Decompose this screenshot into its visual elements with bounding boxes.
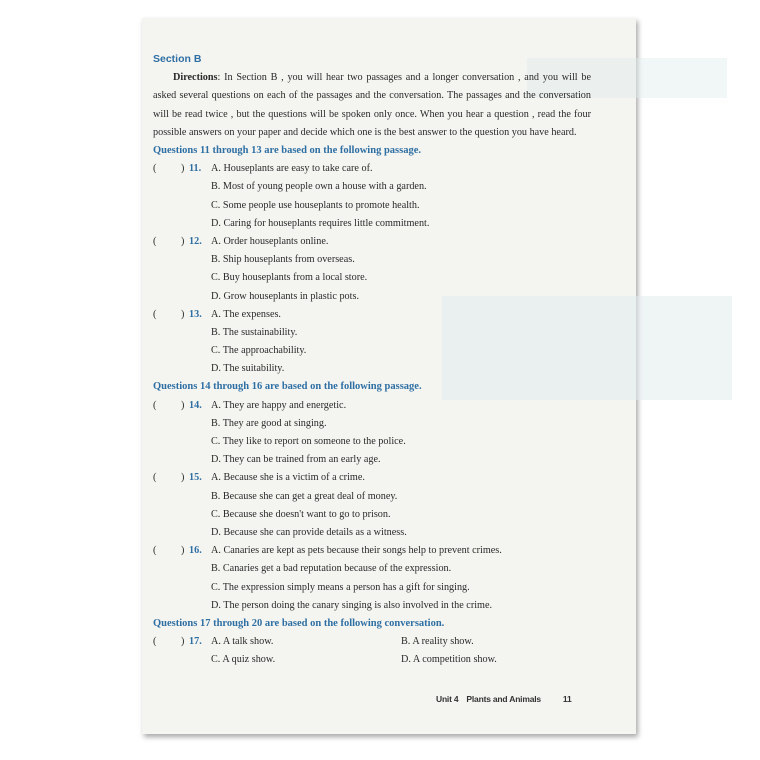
footer-unit: Unit 4 [436,694,459,704]
answer-blank-close: ) [181,472,185,484]
option-row [153,524,591,542]
answer-option: D. Caring for houseplants requires little commitment. [211,217,430,229]
question-group [153,142,591,378]
answer-blank-close: ) [181,235,185,247]
answer-option: A. A talk show. [211,636,274,648]
answer-option: B. The sustainability. [211,326,298,338]
answer-blank-close: ) [181,399,185,411]
option-row [153,506,591,524]
answer-blank-close: ) [181,545,185,557]
answer-option: B. Because she can get a great deal of money. [211,490,398,502]
question-row [153,469,591,487]
answer-option: C. The expression simply means a person has a gift for singing. [211,581,470,593]
page-number: 11 [562,694,572,704]
answer-option: C. A quiz show. [211,654,276,666]
answer-blank-open: ( [153,308,157,320]
question-row [153,306,591,324]
answer-option: C. Because she doesn't want to go to prison. [211,508,391,520]
option-row [153,251,591,269]
answer-blank-close: ) [181,308,185,320]
option-row [153,342,591,360]
answer-option: D. The person doing the canary singing is also involved in the crime. [211,599,493,611]
question-number: 14. [189,399,202,411]
option-row [153,324,591,342]
option-row [153,560,591,578]
question-row [153,633,591,651]
answer-option: B. A reality show. [401,636,474,648]
option-row [153,178,591,196]
option-row [153,215,591,233]
option-row [153,651,591,669]
answer-option: D. They can be trained from an early age. [211,454,381,466]
question-number: 17. [189,636,202,648]
answer-option: A. Because she is a victim of a crime. [211,472,365,484]
answer-blank-close: ) [181,163,185,175]
option-row [153,197,591,215]
question-number: 13. [189,308,202,320]
question-row [153,397,591,415]
answer-option: D. Because she can provide details as a witness. [211,526,407,538]
question-group [153,615,591,670]
question-row [153,160,591,178]
question-number: 15. [189,472,202,484]
directions-label: Directions [173,72,218,84]
answer-option: D. The suitability. [211,363,285,375]
answer-option: A. Houseplants are easy to take care of. [211,163,373,175]
answer-option: B. They are good at singing. [211,417,327,429]
question-row [153,233,591,251]
group-heading: Questions 11 through 13 are based on the following passage. [153,145,421,157]
question-row [153,542,591,560]
option-row [153,269,591,287]
option-row [153,288,591,306]
option-row [153,451,591,469]
option-row [153,579,591,597]
question-number: 16. [189,545,202,557]
option-row [153,597,591,615]
page-footer [436,694,572,704]
answer-blank-open: ( [153,163,157,175]
answer-option: A. Canaries are kept as pets because their songs help to prevent crimes. [211,545,502,557]
answer-blank-open: ( [153,472,157,484]
section-title: Section B [153,53,202,65]
answer-blank-open: ( [153,636,157,648]
answer-option: A. They are happy and energetic. [211,399,347,411]
option-row [153,488,591,506]
answer-option: B. Canaries get a bad reputation because of the expression. [211,563,452,575]
option-row [153,433,591,451]
answer-option: B. Most of young people own a house with a garden. [211,181,427,193]
option-row [153,415,591,433]
option-row [153,360,591,378]
group-heading: Questions 17 through 20 are based on the following conversation. [153,617,445,629]
answer-blank-close: ) [181,636,185,648]
answer-option: C. They like to report on someone to the police. [211,436,406,448]
answer-blank-open: ( [153,399,157,411]
page-content [153,50,591,670]
question-number: 11. [189,163,202,175]
answer-blank-open: ( [153,235,157,247]
footer-title: Plants and Animals [466,694,541,704]
answer-option: A. Order houseplants online. [211,235,329,247]
question-group [153,378,591,614]
answer-option: C. Buy houseplants from a local store. [211,272,368,284]
directions-text: : In Section B , you will hear two passages and a longer conversation , and you will be asked several questions on each of the passages and the conversation. The passages and the conversation will be read twice , but the questions will be spoken only once. When you hear a question , read the four possible answers on your paper and decide which one is the best answer to the question you have heard. [153,72,591,138]
group-heading: Questions 14 through 16 are based on the following passage. [153,381,422,393]
answer-blank-open: ( [153,545,157,557]
answer-option: D. A competition show. [401,654,497,666]
directions [153,69,591,142]
answer-option: C. The approachability. [211,345,307,357]
answer-option: C. Some people use houseplants to promote health. [211,199,420,211]
question-number: 12. [189,235,202,247]
answer-option: A. The expenses. [211,308,281,320]
answer-option: D. Grow houseplants in plastic pots. [211,290,359,302]
answer-option: B. Ship houseplants from overseas. [211,254,355,266]
question-groups [153,142,591,669]
